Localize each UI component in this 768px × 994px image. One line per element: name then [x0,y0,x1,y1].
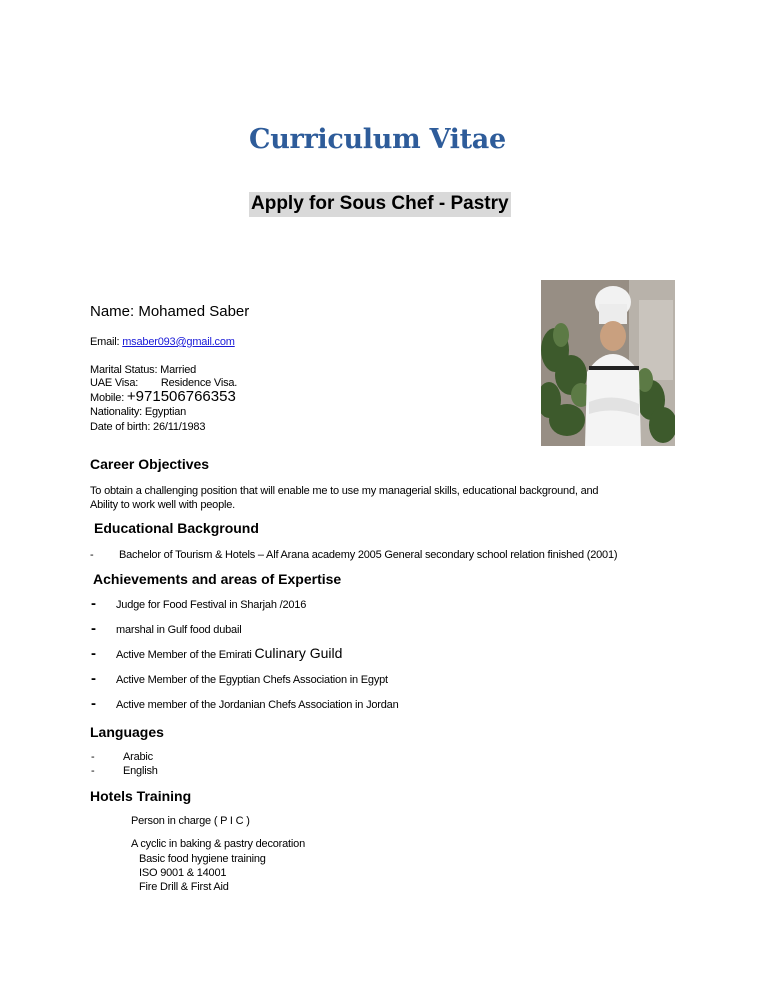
nationality: Nationality: Egyptian [90,406,187,418]
achievement-bullet: - [91,620,96,637]
document-title: Curriculum Vitae [249,124,506,155]
document-subtitle: Apply for Sous Chef - Pastry [249,192,511,217]
visa-label: UAE Visa: [90,377,139,389]
chef-photo-illustration [541,280,675,446]
name-line: Name: Mohamed Saber [90,303,250,320]
achievement-item-suffix: Culinary Guild [254,645,343,661]
achievement-bullet: - [91,595,96,612]
language-dash: - [91,765,95,777]
languages-heading: Languages [90,724,164,740]
education-dash: - [90,549,94,561]
email-label: Email: [90,336,123,348]
language-item: Arabic [123,751,153,763]
achievement-item: Active member of the Jordanian Chefs Association in Jordan [116,699,399,711]
career-objectives-line-1: To obtain a challenging position that will enable me to use my managerial skills, educational background, and [90,485,599,497]
profile-photo [541,280,675,446]
visa-value: Residence Visa. [160,377,238,389]
training-item: ISO 9001 & 14001 [139,867,227,879]
training-cycle: A cyclic in baking & pastry decoration [131,838,305,850]
career-objectives-line-2: Ability to work well with people. [90,499,236,511]
career-objectives-heading: Career Objectives [90,456,210,472]
email-link[interactable]: msaber093@gmail.com [122,336,235,348]
achievement-bullet: - [91,670,96,687]
training-heading: Hotels Training [90,788,192,804]
education-item: Bachelor of Tourism & Hotels – Alf Arana academy 2005 General secondary school relation finished (2001) [119,549,618,561]
education-heading: Educational Background [94,520,259,536]
achievement-bullet: - [91,695,96,712]
training-pic: Person in charge ( P I C ) [131,815,250,827]
training-item: Fire Drill & First Aid [139,881,229,893]
mobile-label: Mobile: [90,392,127,404]
mobile-number: +971506766353 [126,388,236,405]
training-item: Basic food hygiene training [139,853,266,865]
achievement-bullet: - [91,645,96,662]
language-item: English [123,765,158,777]
mobile-line [90,388,236,406]
email-line [90,336,235,348]
achievement-item: Judge for Food Festival in Sharjah /2016 [116,599,307,611]
achievement-item-text: Active Member of the Emirati [116,649,255,661]
achievements-heading: Achievements and areas of Expertise [93,571,342,587]
date-of-birth: Date of birth: 26/11/1983 [90,421,206,433]
achievement-item: Active Member of the Egyptian Chefs Association in Egypt [116,674,388,686]
language-dash: - [91,751,95,763]
achievement-item: marshal in Gulf food dubail [116,624,242,636]
achievement-item [116,645,342,663]
marital-status: Marital Status: Married [90,364,197,376]
